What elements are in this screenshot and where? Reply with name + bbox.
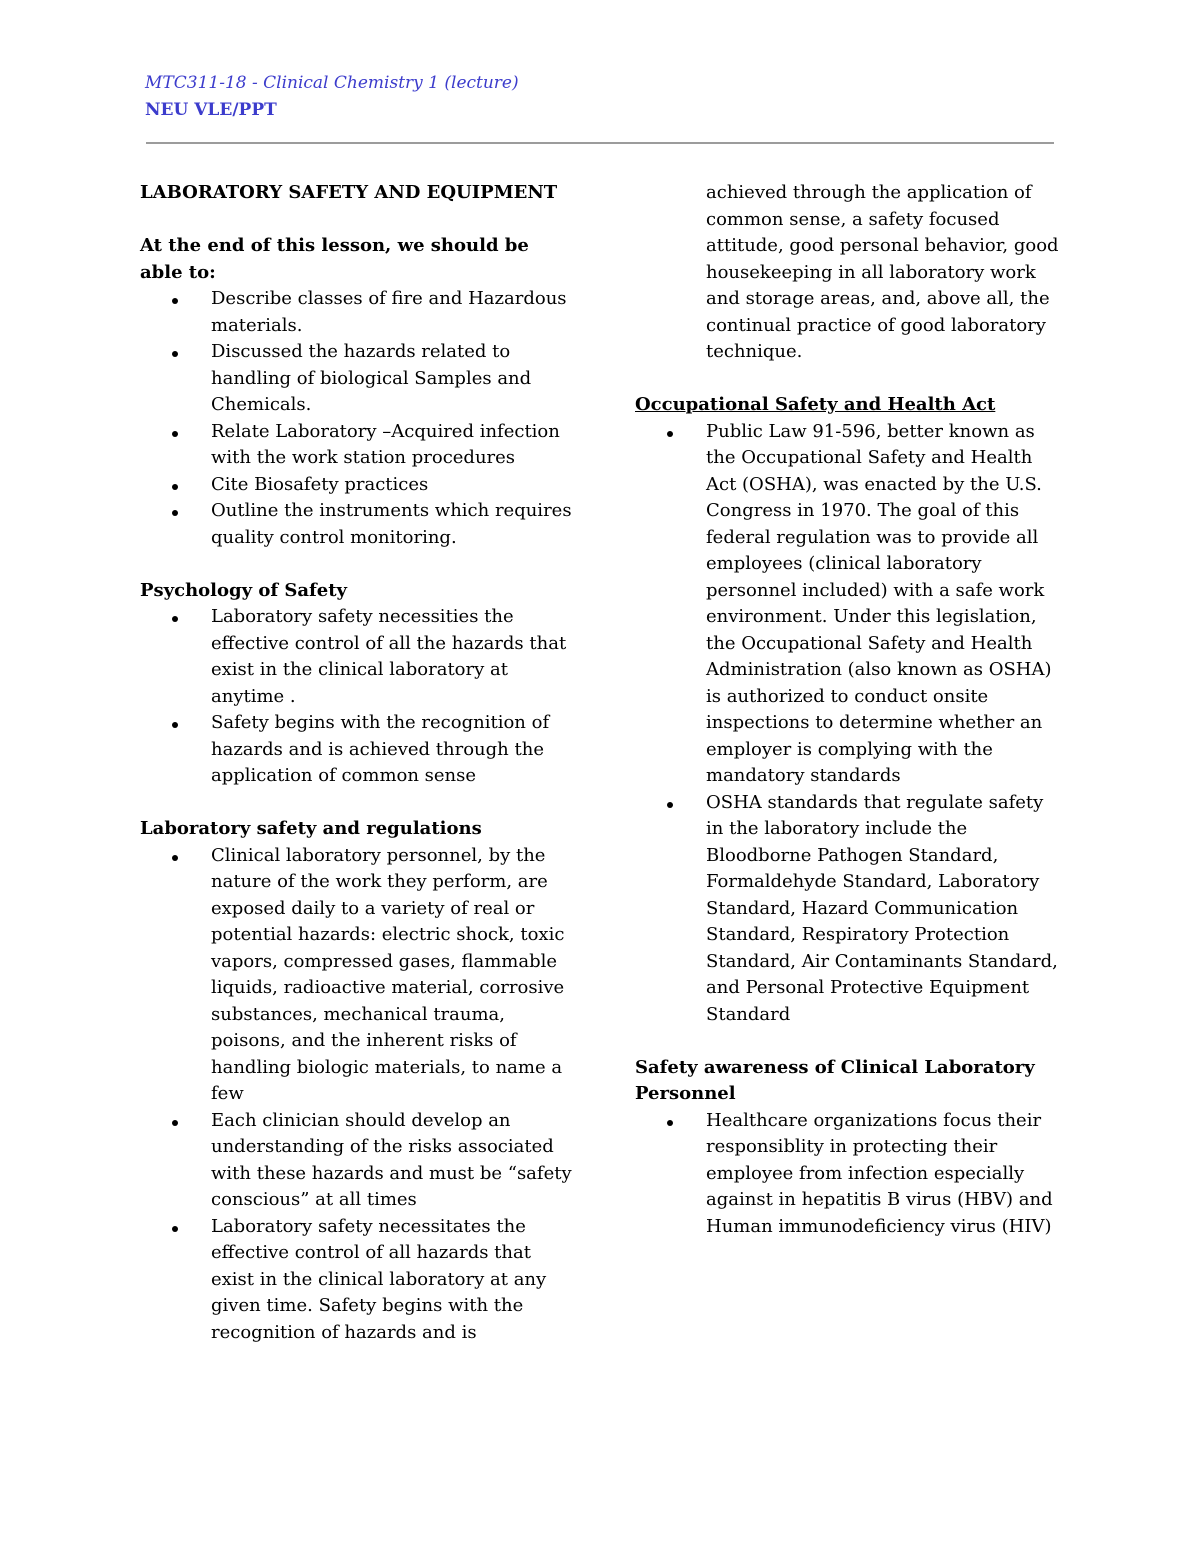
list-item: OSHA standards that regulate safety in the laboratory include the Bloodborne Pathogen Standard, Formaldehyde Standard, Laboratory Standard, Hazard Communication Standard, Respiratory Protection Standard, Air Contaminants Standard, and Personal Protective Equipment Standard [635,790,1065,1029]
regulations-heading: Laboratory safety and regulations [140,818,482,839]
bullet-icon [667,802,673,808]
right-column [635,180,1065,1240]
document-title: LABORATORY SAFETY AND EQUIPMENT [140,182,558,203]
bullet-icon [172,1226,178,1232]
course-header: MTC311-18 - Clinical Chemistry 1 (lecture) [145,73,519,93]
list-item: Clinical laboratory personnel, by the nature of the work they perform, are exposed daily to a variety of real or potential hazards: electric shock, toxic vapors, compressed gases, flammable liquids, radioactive material, corrosive substances, mechanical trauma, poisons, and the inherent risks of handling biologic materials, to name a few [140,843,575,1108]
left-column [140,180,575,1346]
header-divider [146,142,1054,144]
list-item: Relate Laboratory –Acquired infection with the work station procedures [140,419,575,472]
list-item: Safety begins with the recognition of hazards and is achieved through the application of common sense [140,710,575,790]
awareness-list [635,1108,1065,1241]
list-item: Laboratory safety necessities the effective control of all the hazards that exist in the clinical laboratory at anytime . [140,604,575,710]
regulations-continuation: achieved through the application of common sense, a safety focused attitude, good personal behavior, good housekeeping in all laboratory work and storage areas, and, above all, the continual practice of good laboratory technique. [706,182,1059,362]
bullet-icon [172,1120,178,1126]
list-item: Public Law 91-596, better known as the Occupational Safety and Health Act (OSHA), was enacted by the U.S. Congress in 1970. The goal of this federal regulation was to provide all employees (clinical laboratory personnel included) with a safe work environment. Under this legislation, the Occupational Safety and Health Administration (also known as OSHA) is authorized to conduct onsite inspections to determine whether an employer is complying with the mandatory standards [635,419,1065,790]
osha-heading: Occupational Safety and Health Act [635,394,996,415]
osha-list [635,419,1065,1029]
objectives-heading: At the end of this lesson, we should be able to: [140,235,529,283]
bullet-icon [172,722,178,728]
regulations-list [140,843,575,1347]
list-item: Laboratory safety necessitates the effective control of all hazards that exist in the clinical laboratory at any given time. Safety begins with the recognition of hazards and is [140,1214,575,1347]
bullet-icon [172,351,178,357]
list-item: Outline the instruments which requires quality control monitoring. [140,498,575,551]
list-item: Discussed the hazards related to handling of biological Samples and Chemicals. [140,339,575,419]
bullet-icon [172,616,178,622]
bullet-icon [172,484,178,490]
bullet-icon [172,510,178,516]
objectives-list [140,286,575,551]
bullet-icon [667,431,673,437]
list-item: Describe classes of fire and Hazardous materials. [140,286,575,339]
list-item: Each clinician should develop an understanding of the risks associated with these hazards and must be “safety conscious” at all times [140,1108,575,1214]
bullet-icon [172,431,178,437]
bullet-icon [172,855,178,861]
source-header: NEU VLE/PPT [145,100,277,120]
psychology-list [140,604,575,790]
bullet-icon [667,1120,673,1126]
psychology-heading: Psychology of Safety [140,579,347,601]
list-item: Healthcare organizations focus their responsiblity in protecting their employee from infection especially against in hepatitis B virus (HBV) and Human immunodeficiency virus (HIV) [635,1108,1065,1241]
awareness-heading: Safety awareness of Clinical Laboratory Personnel [635,1056,1035,1104]
list-item: Cite Biosafety practices [140,472,575,499]
bullet-icon [172,298,178,304]
